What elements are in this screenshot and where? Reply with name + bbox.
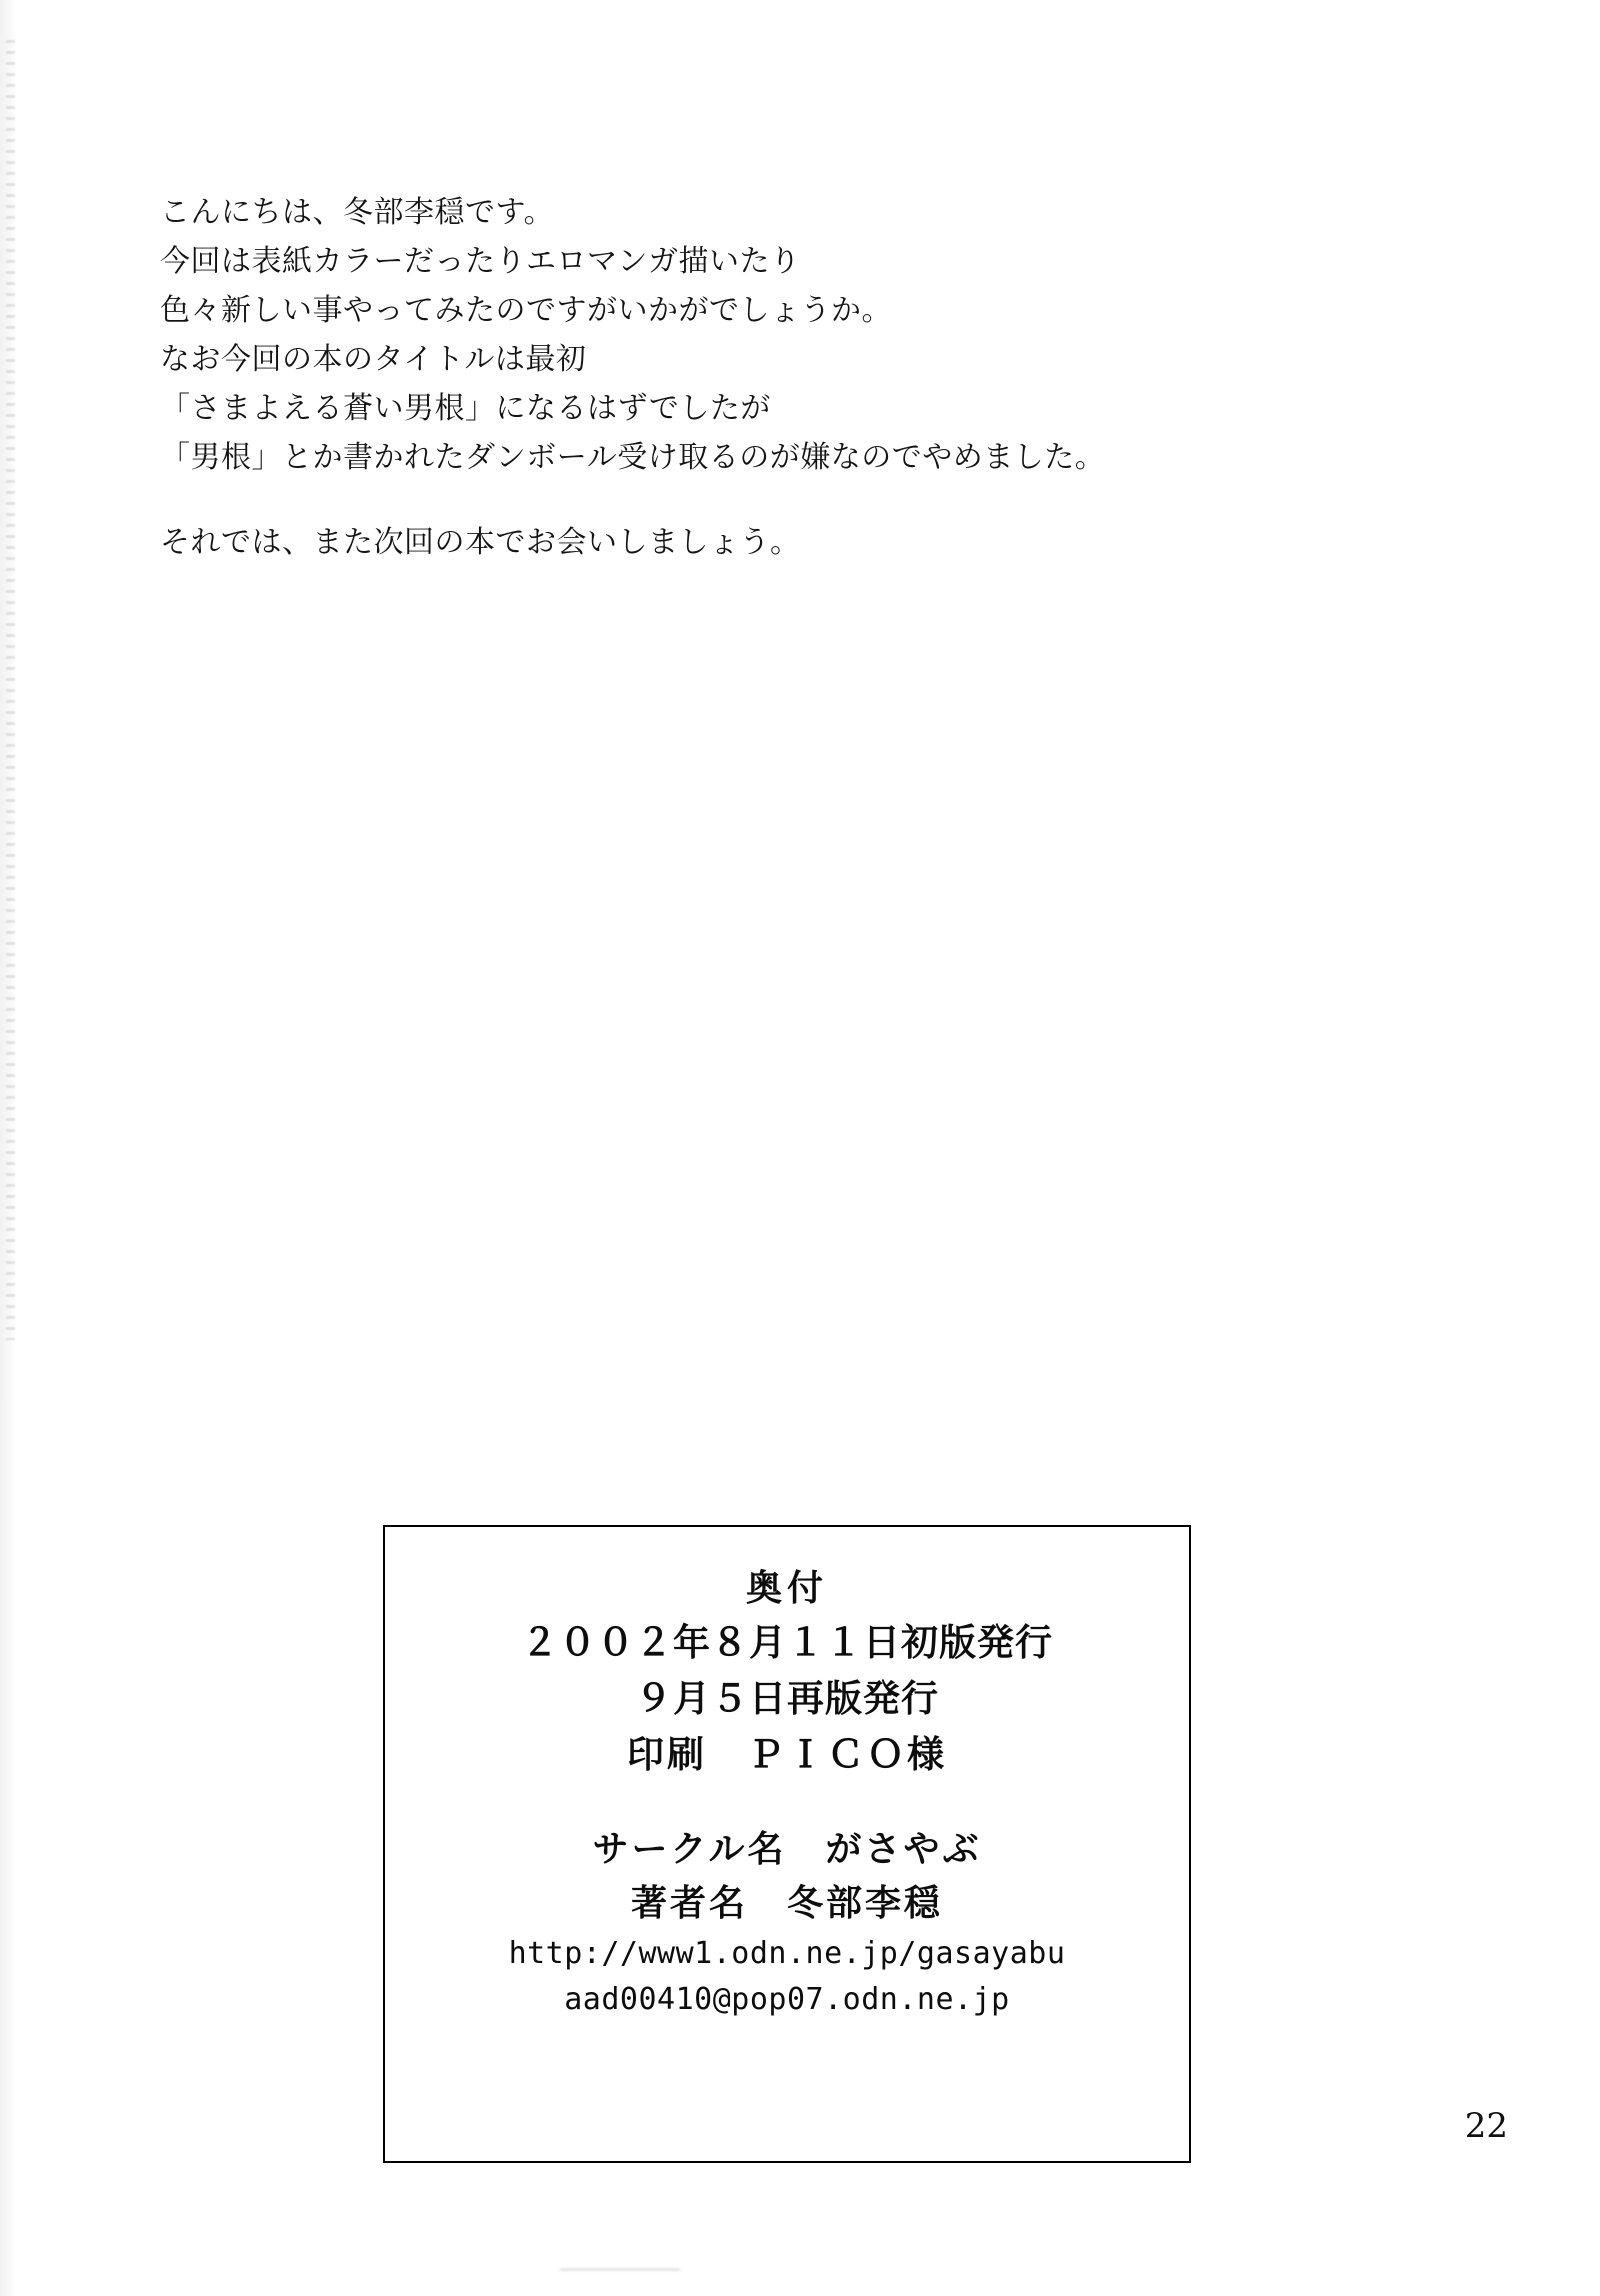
scan-edge-artifact bbox=[0, 0, 26, 2296]
colophon-author-name: 著者名 冬部李穏 bbox=[630, 1883, 943, 1924]
colophon-circle-name: サークル名 がさやぶ bbox=[592, 1829, 982, 1870]
afterword-paragraph-gap bbox=[160, 482, 1360, 518]
colophon-email-address: aad00410@pop07.odn.ne.jp bbox=[564, 1982, 1010, 2017]
afterword-line: 今回は表紙カラーだったりエロマンガ描いたり bbox=[160, 244, 801, 279]
afterword-line: 「さまよえる蒼い男根」になるはずでしたが bbox=[160, 391, 771, 426]
afterword-closing-line: それでは、また次回の本でお会いしましょう。 bbox=[160, 525, 801, 560]
colophon-title: 奥付 bbox=[745, 1568, 828, 1609]
colophon-website-url: http://www1.odn.ne.jp/gasayabu bbox=[508, 1936, 1066, 1971]
colophon-printer: 印刷 ＰＩＣＯ様 bbox=[627, 1733, 947, 1776]
afterword-line: 色々新しい事やってみたのですがいかがでしょうか。 bbox=[160, 293, 892, 328]
colophon-reprint-date: ９月５日再版発行 bbox=[635, 1677, 939, 1720]
page-number: 22 bbox=[1464, 2106, 1508, 2146]
afterword-text-block bbox=[160, 188, 1360, 567]
afterword-line: なお今回の本のタイトルは最初 bbox=[160, 342, 587, 377]
afterword-line: 「男根」とか書かれたダンボール受け取るのが嫌なのでやめました。 bbox=[160, 440, 1106, 475]
colophon-first-edition-date: ２００２年８月１１日初版発行 bbox=[521, 1621, 1053, 1664]
colophon-box bbox=[383, 1525, 1191, 2163]
scan-speck bbox=[560, 2268, 680, 2271]
colophon-spacer bbox=[385, 1783, 1189, 1823]
afterword-line: こんにちは、冬部李穏です。 bbox=[160, 195, 555, 230]
